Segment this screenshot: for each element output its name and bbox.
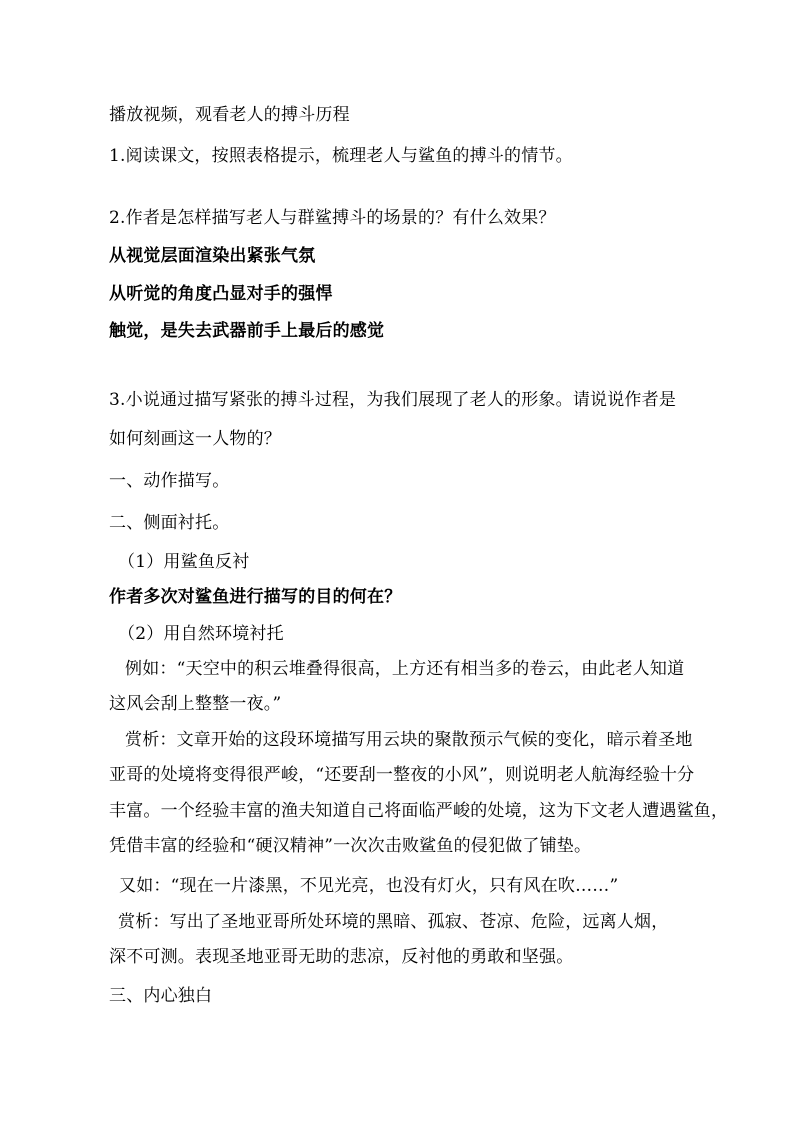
analysis-2-line-2: 深不可测。表现圣地亚哥无助的悲凉，反衬他的勇敢和坚强。 [109,947,574,967]
heading-inner-monologue: 三、内心独白 [109,986,213,1006]
example-2: 又如：“现在一片漆黑，不见光亮，也没有灯火，只有风在吹……” [119,876,619,896]
heading-side-contrast: 二、侧面衬托。 [109,513,230,533]
analysis-1-line-3: 丰富。一个经验丰富的渔夫知道自己将面临严峻的处境，这为下文老人遭遇鲨鱼， [109,801,729,821]
subheading-shark-contrast: （1）用鲨鱼反衬 [118,552,250,572]
heading-action-description: 一、动作描写。 [109,471,230,491]
answer-auditory: 从听觉的角度凸显对手的强悍 [109,284,333,304]
example-1-line-1: 例如：“天空中的积云堆叠得很高，上方还有相当多的卷云，由此老人知道 [125,659,685,679]
question-3-line-2: 如何刻画这一人物的？ [109,429,281,449]
shark-question: 作者多次对鲨鱼进行描写的目的何在？ [109,587,402,607]
question-3-line-1: 3.小说通过描写紧张的搏斗过程，为我们展现了老人的形象。请说说作者是 [109,390,677,410]
intro-line: 播放视频，观看老人的搏斗历程 [109,105,350,125]
analysis-1-line-1: 赏析：文章开始的这段环境描写用云块的聚散预示气候的变化，暗示着圣地 [125,730,693,750]
analysis-1-line-4: 凭借丰富的经验和“硬汉精神”一次次击败鲨鱼的侵犯做了铺垫。 [109,836,592,856]
example-1-line-2: 这风会刮上整整一夜。” [109,694,282,714]
analysis-1-line-2: 亚哥的处境将变得很严峻，“还要刮一整夜的小风”，则说明老人航海经验十分 [109,765,695,785]
answer-visual: 从视觉层面渲染出紧张气氛 [109,246,316,266]
answer-tactile: 触觉，是失去武器前手上最后的感觉 [109,321,385,341]
question-1: 1.阅读课文，按照表格提示，梳理老人与鲨鱼的搏斗的情节。 [109,146,573,166]
question-2: 2.作者是怎样描写老人与群鲨搏斗的场景的？有什么效果？ [109,208,556,228]
analysis-2-line-1: 赏析：写出了圣地亚哥所处环境的黑暗、孤寂、苍凉、危险，远离人烟， [118,912,669,932]
subheading-environment-contrast: （2）用自然环境衬托 [118,624,284,644]
